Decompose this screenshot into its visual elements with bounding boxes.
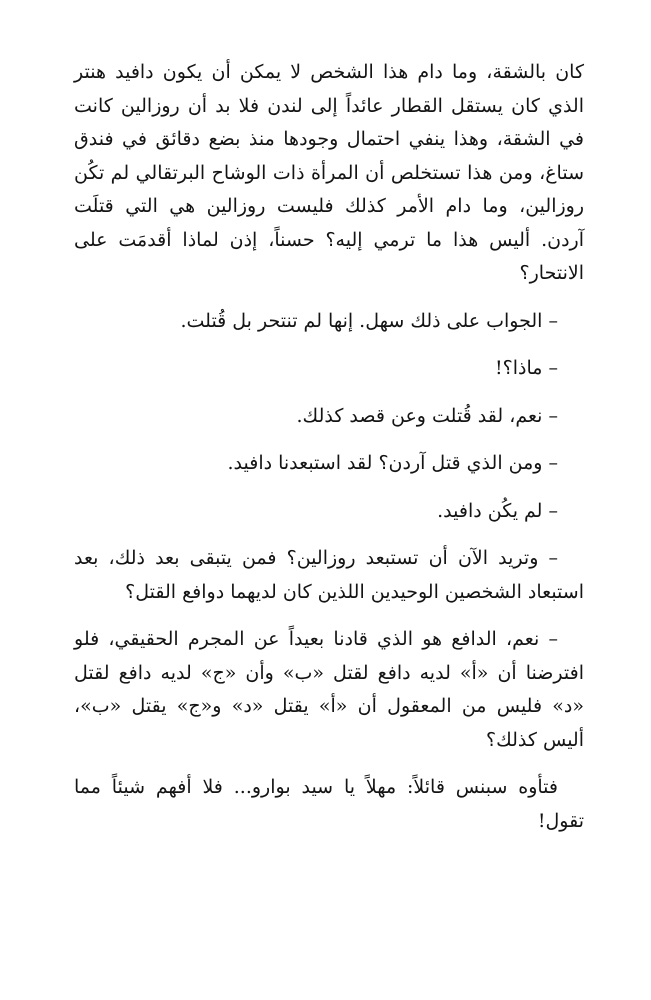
dialogue-line: – نعم، الدافع هو الذي قادنا بعيداً عن المجرم الحقيقي، فلو افترضنا أن «أ» لديه دافع لقتل «ب» وأن «ج» لديه دافع لقتل «د» فليس من المعقول أن «أ» يقتل «د» و«ج» يقتل «ب»، أليس كذلك؟ xyxy=(74,628,584,751)
dialogue-line: – الجواب على ذلك سهل. إنها لم تنتحر بل قُتلت. xyxy=(180,309,558,332)
dialogue-line: – ماذا؟! xyxy=(495,357,558,379)
narration-paragraph: فتأوه سبنس قائلاً: مهلاً يا سيد بوارو... فلا أفهم شيئاً مما تقول! xyxy=(74,776,584,832)
book-page xyxy=(74,56,584,838)
dialogue-line: – وتريد الآن أن تستبعد روزالين؟ فمن يتبقى بعد ذلك، بعد استبعاد الشخصين الوحيدين اللذين كان لديهما دوافع القتل؟ xyxy=(74,547,584,603)
narration-paragraph: كان بالشقة، وما دام هذا الشخص لا يمكن أن يكون دافيد هنتر الذي كان يستقل القطار عائداً إلى لندن فلا بد أن روزالين كانت في الشقة، وهذا ينفي احتمال وجودها منذ بضع دقائق في فندق ستاغ، ومن هذا تستخلص أن المرأة ذات الوشاح البرتقالي لم تكُن روزالين، وما دام الأمر كذلك فليست روزالين هي التي قتلَت آردن. أليس هذا ما ترمي إليه؟ حسناً، إذن لماذا أقدمَت على الانتحار؟ xyxy=(74,61,584,284)
dialogue-line: – ومن الذي قتل آردن؟ لقد استبعدنا دافيد. xyxy=(227,452,558,474)
dialogue-line: – نعم، لقد قُتلت وعن قصد كذلك. xyxy=(296,404,558,427)
dialogue-line: – لم يكُن دافيد. xyxy=(437,499,558,522)
